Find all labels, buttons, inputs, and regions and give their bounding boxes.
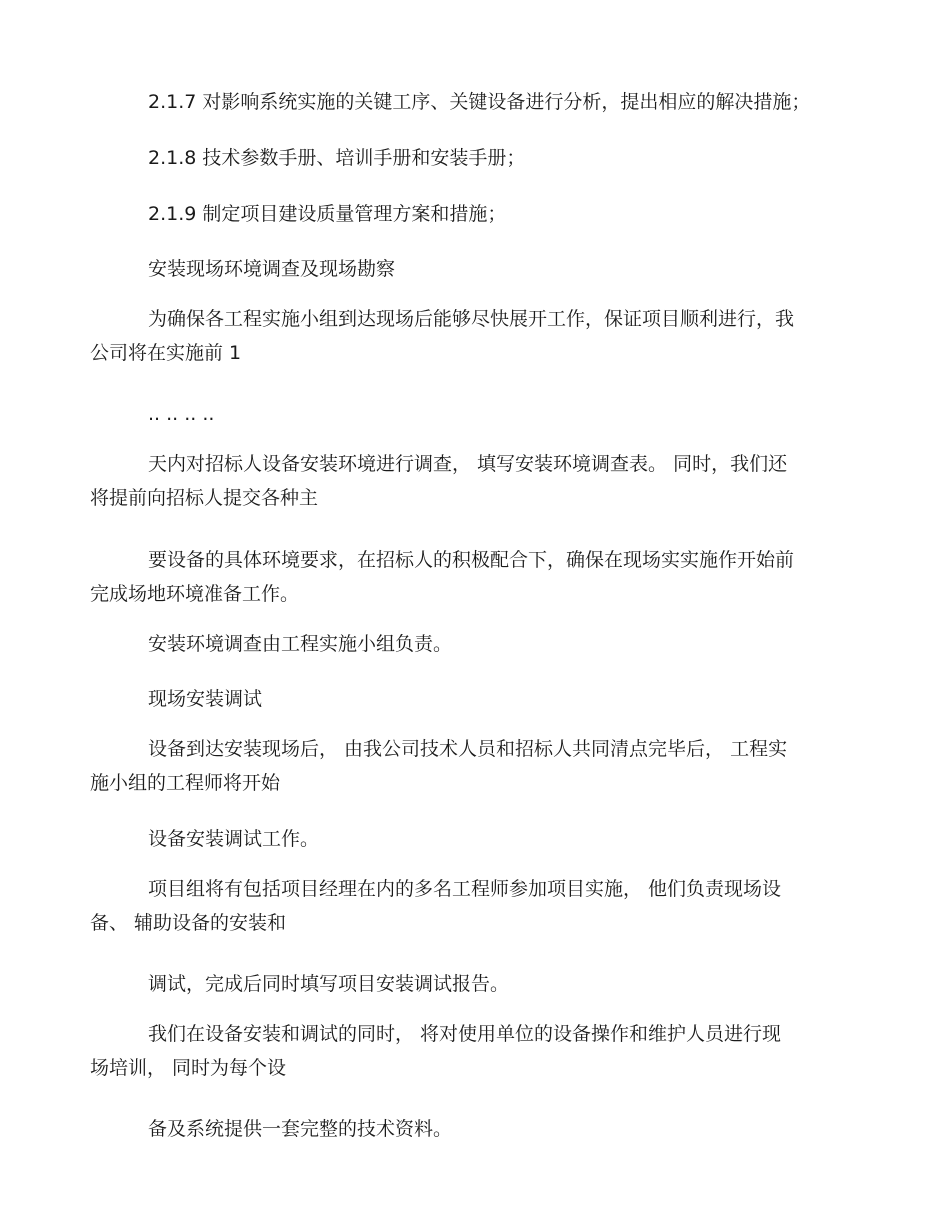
paragraph-installation-arrival bbox=[90, 732, 865, 800]
paragraph-line: 公司将在实施前 1 bbox=[90, 342, 242, 364]
paragraph-training bbox=[90, 1017, 865, 1085]
paragraph-survey-responsibility bbox=[90, 627, 865, 661]
paragraph-survey-intro bbox=[90, 302, 865, 370]
paragraph-line: 我们在设备安装和调试的同时， 将对使用单位的设备操作和维护人员进行现 bbox=[148, 1023, 782, 1045]
paragraph-line: 调试，完成后同时填写项目安装调试报告。 bbox=[148, 973, 510, 995]
paragraph-line: 场培训， 同时为每个设 bbox=[90, 1057, 287, 1079]
paragraph-line: 设备安装调试工作。 bbox=[148, 828, 320, 850]
paragraph-line: 完成场地环境准备工作。 bbox=[90, 583, 300, 605]
paragraph-ellipsis bbox=[90, 397, 865, 431]
section-heading-site-survey bbox=[90, 252, 865, 286]
paragraph-2-1-9 bbox=[90, 197, 865, 231]
paragraph-survey-days bbox=[90, 447, 865, 515]
paragraph-line: 2.1.8 技术参数手册、培训手册和安装手册； bbox=[148, 147, 526, 169]
section-heading-installation bbox=[90, 682, 865, 716]
paragraph-installation-work bbox=[90, 822, 865, 856]
paragraph-line: 现场安装调试 bbox=[148, 688, 263, 710]
paragraph-line: 施小组的工程师将开始 bbox=[90, 772, 281, 794]
paragraph-line: 为确保各工程实施小组到达现场后能够尽快展开工作，保证项目顺利进行，我 bbox=[148, 308, 795, 330]
paragraph-installation-report bbox=[90, 967, 865, 1001]
paragraph-line: .. .. .. .. bbox=[148, 403, 215, 425]
paragraph-line: 要设备的具体环境要求，在招标人的积极配合下，确保在现场实实施作开始前 bbox=[148, 549, 795, 571]
paragraph-line: 天内对招标人设备安装环境进行调查， 填写安装环境调查表。 同时，我们还 bbox=[148, 453, 788, 475]
paragraph-environment-requirements bbox=[90, 543, 865, 611]
paragraph-line: 备、 辅助设备的安装和 bbox=[90, 912, 287, 934]
paragraph-line: 设备到达安装现场后， 由我公司技术人员和招标人共同清点完毕后， 工程实 bbox=[148, 738, 788, 760]
paragraph-line: 将提前向招标人提交各种主 bbox=[90, 487, 319, 509]
paragraph-line: 2.1.9 制定项目建设质量管理方案和措施； bbox=[148, 203, 507, 225]
paragraph-2-1-8 bbox=[90, 141, 865, 175]
paragraph-line: 安装环境调查由工程实施小组负责。 bbox=[148, 633, 453, 655]
paragraph-2-1-7 bbox=[90, 85, 865, 119]
paragraph-documentation bbox=[90, 1112, 865, 1146]
paragraph-line: 安装现场环境调查及现场勘察 bbox=[148, 258, 396, 280]
paragraph-project-team bbox=[90, 872, 865, 940]
paragraph-line: 2.1.7 对影响系统实施的关键工序、关键设备进行分析，提出相应的解决措施； bbox=[148, 91, 811, 113]
paragraph-line: 备及系统提供一套完整的技术资料。 bbox=[148, 1118, 453, 1140]
paragraph-line: 项目组将有包括项目经理在内的多名工程师参加项目实施， 他们负责现场设 bbox=[148, 878, 782, 900]
